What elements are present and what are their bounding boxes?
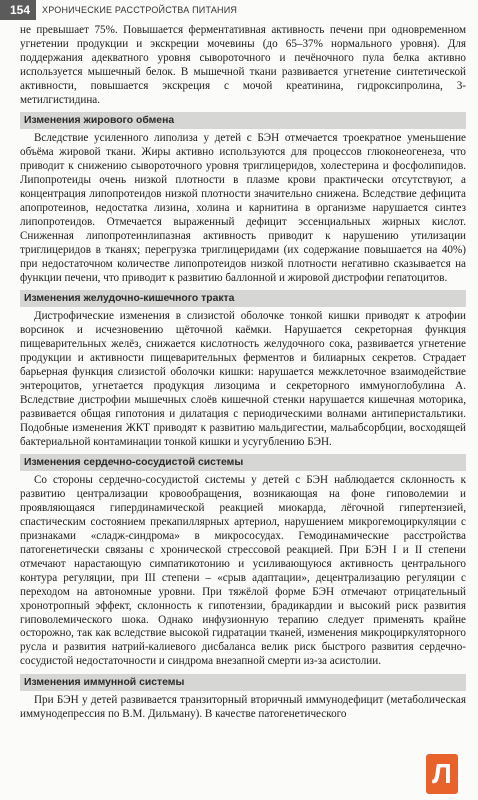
section-title-gi-tract: Изменения желудочно-кишечного тракта bbox=[20, 290, 466, 307]
running-header bbox=[0, 0, 478, 20]
section-title-cardiovascular: Изменения сердечно-сосудистой системы bbox=[20, 454, 466, 471]
running-title: ХРОНИЧЕСКИЕ РАССТРОЙСТВА ПИТАНИЯ bbox=[42, 5, 238, 15]
section-text-fat-metabolism: Вследствие усиленного липолиза у детей с БЭН отмечается троекратное уменьшение объёма жировой ткани. Жиры активно используются для процессов глюконеогенеза, что приводит к снижению сывороточного уровня триглицеридов, холестерина и фосфолипидов. Липопротеиды очень низкой плотности в плазме крови практически отсутствуют, а концентрация липопротеидов низкой плотности значительно снижена. Вследствие дефицита апопротеинов, недостатка лизина, холина и карнитина в организме нарушается синтез липопротеидов. Отмечается выраженный дефицит эссенциальных жирных кислот. Сниженная липопротеинлипазная активность приводит к нарушению утилизации триглицеридов в тканях; перегрузка триглицеридами (их содержание повышается на 40%) при недостаточном количестве липопротеидов низкой плотности негативно сказывается на функции печени, что приводит к развитию баллонной и жировой дистрофии гепатоцитов. bbox=[20, 132, 466, 284]
section-title-fat-metabolism: Изменения жирового обмена bbox=[20, 112, 466, 129]
page-body bbox=[20, 24, 466, 722]
section-title-immune: Изменения иммунной системы bbox=[20, 674, 466, 691]
section-text-immune: При БЭН у детей развивается транзиторный вторичный иммунодефицит (метаболическая иммунодепрессия по В.М. Дильману). В качестве патогенетического bbox=[20, 694, 466, 721]
section-text-cardiovascular: Со стороны сердечно-сосудистой системы у детей с БЭН наблюдается склонность к развитию централизации кровообращения, возникающая на фоне гиповолемии и проявляющаяся гипердинамической реакцией миокарда, лёгочной гипертензией, спастическим состоянием прекапиллярных артериол, нарушением микрогемоциркуляции с признаками «сладж-синдрома» в микрососудах. Гемодинамические расстройства патогенетически связаны с хронической стрессовой реакцией. При БЭН I и II степени отмечают нарастающую симпатикотонию и усиливающуюся активность центрального контура регуляции, при III степени – «срыв адаптации», децентрализацию регуляции с переходом на автономные уровни. При тяжёлой форме БЭН отмечают отрицательный хронотропный эффект, склонность к гипотензии, брадикардии и высокий риск развития гиповолемического шока. Однако инфузионную терапию следует применять крайне осторожно, так как вследствие высокой гидратации тканей, изменения микроциркуляторного русла и развития натрий-калиевого дисбаланса велик риск быстрого развития сердечно-сосудистой недостаточности и синдрома внезапной смерти из-за асистолии. bbox=[20, 474, 466, 668]
page-number: 154 bbox=[0, 0, 36, 20]
publisher-logo-icon: Л bbox=[426, 754, 458, 794]
intro-paragraph: не превышает 75%. Повышается ферментативная активность печени при одновременном угнетении продукции и экскреции мочевины (до 65–37% нормального уровня). Для поддержания адекватного уровня сывороточного и печёночного пула белка активно используется мышечный белок. В мышечной ткани развивается угнетение синтетической активности, повышается экскреция с мочой креатинина, гидроксипролина, 3-метилгистидина. bbox=[20, 24, 466, 106]
section-text-gi-tract: Дистрофические изменения в слизистой оболочке тонкой кишки приводят к атрофии ворсинок и исчезновению щёточной каёмки. Нарушается секреторная функция пищеварительных желёз, снижается кислотность желудочного сока, развивается угнетение продукции и активности пищеварительных ферментов и билиарных секретов. Страдает барьерная функция слизистой оболочки кишки: нарушается межклеточное взаимодействие энтероцитов, угнетается продукция лизоцима и секреторного иммуноглобулина А. Вследствие дистрофии мышечных слоёв кишечной стенки нарушается кишечная моторика, развивается общая гипотония и дилатация с периодическими волнами антиперистальтики. Подобные изменения ЖКТ приводят к развитию мальдигестии, мальабсорбции, восходящей бактериальной контаминации тонкой кишки и усугублению БЭН. bbox=[20, 310, 466, 448]
